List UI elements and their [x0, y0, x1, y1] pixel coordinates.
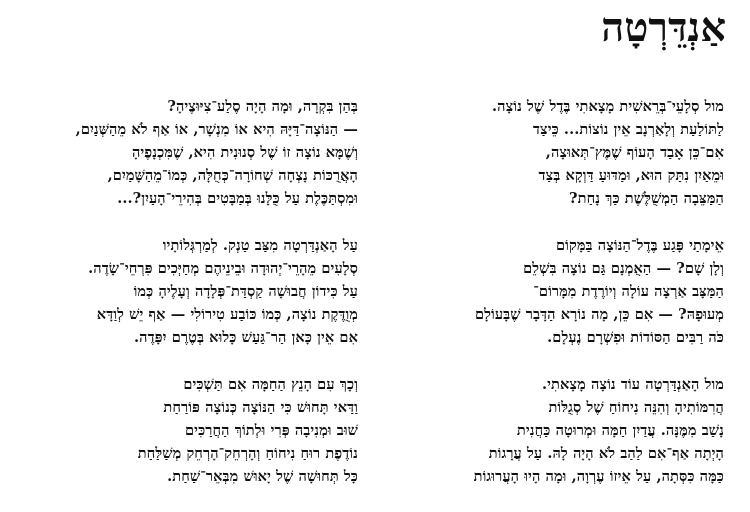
- stanza: [374, 234, 724, 349]
- poem-line: — הַנּוֹצָה־דַּיָּהּ הִיא אוֹ מִנְשָׁר, אוֹ אַף לֹא מֵהַשְּׁנַיִם,: [75, 121, 358, 138]
- poem-line: וְשֶׁמָּא נוֹצָה זוֹ שֶׁל סְנוּנִית הִיא, שֶׁמִּכְנָפֶיהָ: [131, 144, 358, 161]
- poem-line: שׁוּב וּמְנִיבָה פְּרִי וּלְתוֹךְ הַחֲרַכִּים: [185, 422, 358, 439]
- poem-line: נוֹדֶפֶת רוּחַ נִיחוֹחַ וְהָרְחֵק־הָרְחֵק מְשַׁלַּחַת: [137, 445, 358, 462]
- stanza: [374, 373, 724, 488]
- poem-line: מְעוּפָהּ? — אִם כֵּן, מָה נוֹרָא הַדָּבָר שֶׁבָּעוֹלָם: [475, 306, 724, 323]
- stanza: [6, 373, 358, 488]
- poem-line: הַמַּצָּב אַרְצָה עוֹלָה וְיוֹרֶדֶת מִמָּרוֹם־: [533, 283, 724, 300]
- poem-line: כֹּה רַבִּים הַסּוֹדוֹת וּפִשְׁרָם נֶעְלָם.: [547, 329, 724, 346]
- poem-line: בְּהַן בִּקְרָה, וּמָה הָיָה סֶלַע־צִיּוּצֶיהָ?: [167, 98, 358, 115]
- poem-line: הֲרִמּוֹתִיהָ וְהִנֵּה נִיחוֹחַ שֶׁל סְגֻלּוֹת: [548, 399, 724, 416]
- stanza: [6, 95, 358, 210]
- poem-line: וְכָךְ עִם הָנֵץ הַחַמָּה אִם תַּשְׁכִּים: [183, 376, 358, 393]
- poem-line: כָּל תְּחוּשָׁה שֶׁל יָאוּשׁ מִבְּאֵר־שַׁחַת.: [167, 468, 358, 485]
- poem-line: עַל כִּידוֹן חֲבוּשָׁה קַסְדַּת־פְּלָדָה וְעָלֶיהָ כְּמוֹ: [133, 283, 358, 300]
- poem-line: מול הָאַנְדַּרְטָה עוֹד נוֹצָה מָצָאתִי.: [542, 376, 724, 393]
- poem-line: אִם־כֵּן אָבַד הָעוֹף שֶׁמֶּץ־תְּאוּצָה,: [545, 144, 724, 161]
- poem-line: עַל הָאַנְדַּרְטָה מִצַּב טַנְק. לְמַרְגְּלוֹתָיו: [162, 237, 358, 254]
- poem-column-right: [374, 95, 724, 512]
- poem-line: אִם אֵין כָּאן הַר־גַּעַשׁ כָּלוּא בְּטֶרֶם יִפָּדֶה.: [134, 329, 358, 346]
- poem-line: וַדַּאי תָּחוּשׁ כִּי הַנּוֹצָה כְּנוֹצָה פּוֹרַחַת: [163, 399, 358, 416]
- poem-line: לַתּוֹלַעַת וְלָאַרְנָב אֵין נוֹצוֹת... כֵּיצַד: [532, 121, 724, 138]
- poem-line: וְלָן שָׁם? — הַאֻמְנָם גַּם נוֹצָה בִּשְׁלֵם: [523, 260, 724, 277]
- stanza: [374, 95, 724, 210]
- poem-line: מול סְלָעֵי־בְּרֵאשִׁית מָצָאתִי בֶּדֶל שֶׁל נוֹצָה.: [491, 98, 724, 115]
- poem-line: הַמַּצֵּבָה הַמְשֻׁלֶּשֶׁת כַּךְ נָחַת?: [569, 190, 724, 207]
- poem-line: הָיְתָה אַף־אִם לַהַב לֹא הָיָה לָהּ. עַל עֲרָגוֹת: [488, 445, 724, 462]
- stanza: [6, 234, 358, 349]
- poem-line: נָשַׁב מִמֶּנָּה. עֲדַיִן חַמָּה וּמְרוּטָה כַּחֲנִית: [516, 422, 724, 439]
- poem-line: וּמִסְתַּכֶּלֶת עַל כֻּלָּנוּ בְּמַבָּטִים בְּהִירֵי־הָעַיִן?...: [117, 190, 358, 207]
- poem-line: סְלָעִים מֵהָרֵי־יְהוּדָה וּבֵינֵיהֶם מְחַיְּכִים פִּרְחֵי־שָׂדֶה.: [88, 260, 358, 277]
- poem-line: וּמֵאַיִן נִתַּק הוּא, וּמַדּוּעַ דַּוְקָא בְּצַד: [538, 167, 724, 184]
- poem-line: מְוֻדֶּקֶת נוֹצָה, כְּמוֹ כּוֹבַע טִירוֹלִי — אַף יֵשׁ לְוַדָּא: [96, 306, 358, 323]
- poem-line: הָאֲרֻכּוֹת נָצְחָה שְׁחוֹרָה־כְּחֻלָּה, כְּמוֹ־מֵהַשָּׁמַיִם,: [107, 167, 358, 184]
- poem-line: אֵימָתַי פָּגַע בֶּדֶל־הַנּוֹצָה בַּמָּקוֹם: [556, 237, 724, 254]
- poem-line: כַּמָּה כִּסְּתָה, עַל אֵיזוֹ עֶרְוָה, וּמָה הָיוּ הָעֲרוּגוֹת: [473, 468, 724, 485]
- poem-column-left: [6, 95, 358, 512]
- poem-title: אַנְדֵּרְטָה: [601, 4, 726, 51]
